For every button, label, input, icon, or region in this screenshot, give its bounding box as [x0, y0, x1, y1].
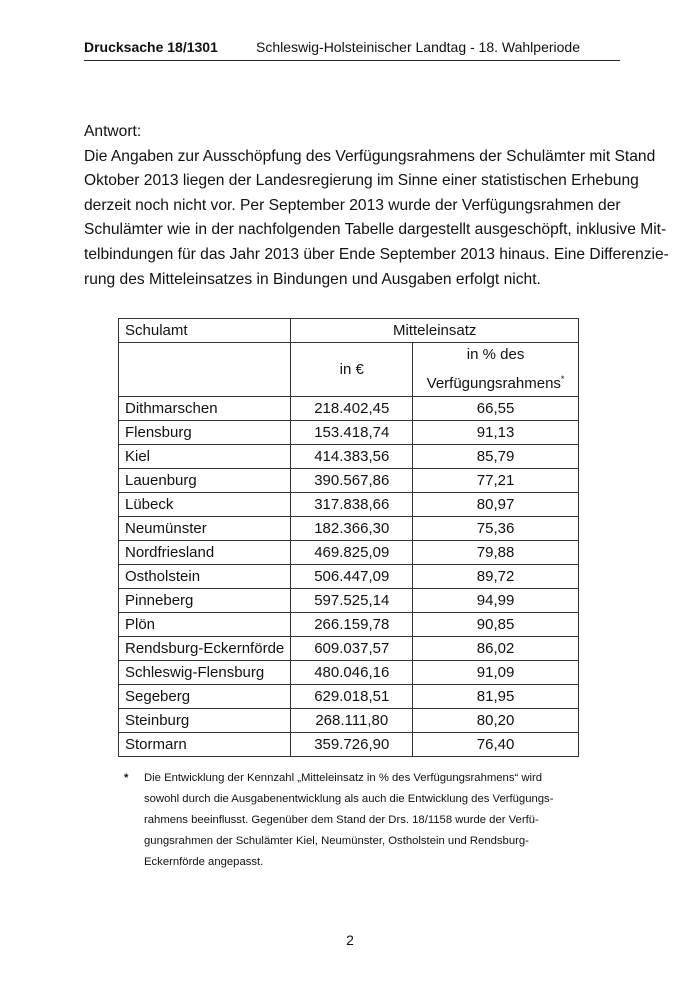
- footnote-line: gungsrahmen der Schulämter Kiel, Neumünster, Ostholstein und Rendsburg-: [144, 835, 529, 847]
- row-percent: 76,40: [413, 733, 579, 757]
- table-subheader-row: [119, 343, 579, 397]
- page-header: [84, 37, 620, 61]
- row-percent: 80,97: [413, 493, 579, 517]
- row-percent: 77,21: [413, 469, 579, 493]
- header-euro: in €: [291, 343, 413, 397]
- row-percent: 90,85: [413, 613, 579, 637]
- table-footnote: [124, 768, 564, 873]
- row-name: Neumünster: [119, 517, 291, 541]
- row-percent: 85,79: [413, 445, 579, 469]
- row-name: Rendsburg-Eckernförde: [119, 637, 291, 661]
- footnote-line: rahmens beeinflusst. Gegenüber dem Stand der Drs. 18/1158 wurde der Verfü-: [144, 814, 539, 826]
- row-name: Stormarn: [119, 733, 291, 757]
- parliament-title: Schleswig-Holsteinischer Landtag - 18. Wahlperiode: [256, 39, 580, 55]
- header-percent-line1: in % des: [466, 346, 525, 363]
- table-row: [119, 637, 579, 661]
- footnote-line: sowohl durch die Ausgabenentwicklung als auch die Entwicklung des Verfügungs-: [144, 793, 554, 805]
- row-euro: 469.825,09: [291, 541, 413, 565]
- row-percent: 89,72: [413, 565, 579, 589]
- row-name: Plön: [119, 613, 291, 637]
- answer-label: Antwort:: [84, 123, 142, 140]
- row-name: Kiel: [119, 445, 291, 469]
- footnote-text: [144, 768, 564, 873]
- row-name: Dithmarschen: [119, 397, 291, 421]
- mitteleinsatz-table: [118, 318, 579, 757]
- answer-paragraph: [84, 145, 669, 293]
- table-row: [119, 493, 579, 517]
- answer-line: Oktober 2013 liegen der Landesregierung im Sinne einer statistischen Erhebung: [84, 172, 639, 190]
- row-euro: 153.418,74: [291, 421, 413, 445]
- header-mitteleinsatz: Mitteleinsatz: [291, 319, 579, 343]
- row-percent: 86,02: [413, 637, 579, 661]
- footnote-mark: *: [124, 772, 129, 784]
- row-name: Pinneberg: [119, 589, 291, 613]
- footnote-marker: *: [560, 374, 565, 384]
- answer-line: rung des Mitteleinsatzes in Bindungen und Ausgaben erfolgt nicht.: [84, 270, 541, 288]
- row-euro: 609.037,57: [291, 637, 413, 661]
- row-euro: 268.111,80: [291, 709, 413, 733]
- row-name: Segeberg: [119, 685, 291, 709]
- row-percent: 91,13: [413, 421, 579, 445]
- row-euro: 317.838,66: [291, 493, 413, 517]
- answer-line: Die Angaben zur Ausschöpfung des Verfügungsrahmens der Schulämter mit Stand: [84, 147, 656, 165]
- row-euro: 359.726,90: [291, 733, 413, 757]
- answer-line: Schulämter wie in der nachfolgenden Tabelle dargestellt ausgeschöpft, inklusive Mit-: [84, 221, 667, 239]
- row-euro: 266.159,78: [291, 613, 413, 637]
- answer-line: telbindungen für das Jahr 2013 über Ende September 2013 hinaus. Eine Differenzie-: [84, 245, 669, 263]
- table-row: [119, 541, 579, 565]
- row-euro: 597.525,14: [291, 589, 413, 613]
- row-percent: 91,09: [413, 661, 579, 685]
- footnote-line: Eckernförde angepasst.: [144, 856, 264, 868]
- row-percent: 79,88: [413, 541, 579, 565]
- row-name: Flensburg: [119, 421, 291, 445]
- row-name: Steinburg: [119, 709, 291, 733]
- row-euro: 182.366,30: [291, 517, 413, 541]
- table-row: [119, 565, 579, 589]
- row-name: Lauenburg: [119, 469, 291, 493]
- row-euro: 506.447,09: [291, 565, 413, 589]
- row-euro: 480.046,16: [291, 661, 413, 685]
- row-euro: 414.383,56: [291, 445, 413, 469]
- table-row: [119, 421, 579, 445]
- header-percent: [413, 343, 579, 397]
- table-row: [119, 589, 579, 613]
- answer-line: derzeit noch nicht vor. Per September 2013 wurde der Verfügungsrahmen der: [84, 196, 621, 214]
- page-number: 2: [346, 932, 354, 948]
- header-percent-line2: Verfügungsrahmens: [426, 375, 561, 392]
- row-percent: 66,55: [413, 397, 579, 421]
- table-row: [119, 733, 579, 757]
- table-row: [119, 445, 579, 469]
- footnote-line: Die Entwicklung der Kennzahl „Mitteleinsatz in % des Verfügungsrahmens“ wird: [144, 772, 543, 784]
- header-schulamt: Schulamt: [119, 319, 291, 343]
- row-euro: 629.018,51: [291, 685, 413, 709]
- answer-section: [84, 120, 669, 292]
- row-percent: 75,36: [413, 517, 579, 541]
- table-row: [119, 469, 579, 493]
- row-name: Ostholstein: [119, 565, 291, 589]
- row-name: Schleswig-Flensburg: [119, 661, 291, 685]
- document-number: Drucksache 18/1301: [84, 39, 218, 55]
- table-row: [119, 517, 579, 541]
- table-header-row: [119, 319, 579, 343]
- row-percent: 81,95: [413, 685, 579, 709]
- row-name: Lübeck: [119, 493, 291, 517]
- row-percent: 80,20: [413, 709, 579, 733]
- table-row: [119, 709, 579, 733]
- row-euro: 390.567,86: [291, 469, 413, 493]
- table-row: [119, 613, 579, 637]
- row-name: Nordfriesland: [119, 541, 291, 565]
- row-percent: 94,99: [413, 589, 579, 613]
- table-row: [119, 685, 579, 709]
- table-row: [119, 661, 579, 685]
- row-euro: 218.402,45: [291, 397, 413, 421]
- table-row: [119, 397, 579, 421]
- header-empty-cell: [119, 343, 291, 397]
